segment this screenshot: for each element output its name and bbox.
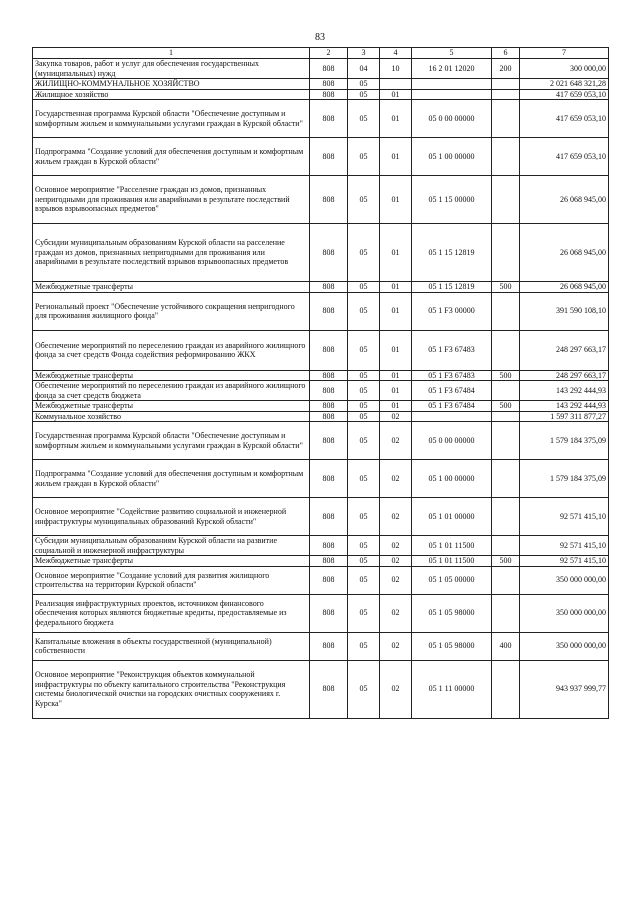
row-name: Основное мероприятие "Содействие развитию социальной и инженерной инфраструктуры муниципальных образований Курской области" [33,498,310,536]
row-section: 05 [348,401,380,412]
row-expense-type: 500 [492,282,520,293]
row-name: Межбюджетные трансферты [33,282,310,293]
row-expense-type [492,594,520,632]
table-row [33,411,609,422]
row-target-article: 05 1 F3 00000 [412,292,492,330]
row-expense-type [492,536,520,556]
column-number-expense-type: 6 [492,48,520,59]
row-subsection: 01 [380,100,412,138]
column-number-name: 1 [33,48,310,59]
row-grbs: 808 [310,138,348,176]
row-amount: 26 068 945,00 [520,224,609,282]
table-row [33,370,609,381]
row-section: 05 [348,498,380,536]
row-subsection: 02 [380,411,412,422]
row-expense-type [492,79,520,90]
table-row [33,282,609,293]
row-subsection: 01 [380,292,412,330]
row-name: Межбюджетные трансферты [33,556,310,567]
row-section: 05 [348,632,380,660]
row-expense-type: 500 [492,556,520,567]
row-expense-type [492,330,520,370]
row-target-article: 05 1 11 00000 [412,660,492,718]
row-target-article [412,89,492,100]
row-name: Подпрограмма "Создание условий для обеспечения доступным и комфортным жильем граждан в Курской области" [33,460,310,498]
row-name: Жилищное хозяйство [33,89,310,100]
row-target-article: 05 1 01 11500 [412,556,492,567]
row-expense-type [492,660,520,718]
row-expense-type [492,176,520,224]
table-row [33,330,609,370]
row-target-article [412,411,492,422]
row-grbs: 808 [310,330,348,370]
row-name: Обеспечение мероприятий по переселению граждан из аварийного жилищного фонда за счет средств Фонда содействия реформированию ЖКХ [33,330,310,370]
row-section: 05 [348,292,380,330]
row-target-article: 05 1 00 00000 [412,138,492,176]
row-expense-type [492,566,520,594]
row-name: Основное мероприятие "Создание условий для развития жилищного строительства на территории Курской области" [33,566,310,594]
page-number: 83 [315,32,325,43]
row-section: 05 [348,176,380,224]
row-subsection: 02 [380,556,412,567]
row-section: 05 [348,536,380,556]
table-row [33,498,609,536]
row-target-article: 05 0 00 00000 [412,100,492,138]
table-row [33,460,609,498]
row-section: 05 [348,100,380,138]
table-row [33,59,609,79]
row-name: Основное мероприятие "Расселение граждан из домов, признанных непригодными для проживания или аварийными в результате последствий взрывов взрывоопасных предметов" [33,176,310,224]
row-section: 05 [348,422,380,460]
row-target-article [412,79,492,90]
row-grbs: 808 [310,422,348,460]
column-number-amount: 7 [520,48,609,59]
row-grbs: 808 [310,370,348,381]
row-target-article: 05 1 00 00000 [412,460,492,498]
row-amount: 143 292 444,93 [520,381,609,401]
table-row [33,292,609,330]
row-expense-type [492,498,520,536]
row-subsection: 01 [380,401,412,412]
row-amount: 248 297 663,17 [520,330,609,370]
row-section: 05 [348,138,380,176]
row-subsection: 01 [380,138,412,176]
row-expense-type [492,460,520,498]
row-section: 05 [348,594,380,632]
row-expense-type: 500 [492,370,520,381]
row-amount: 350 000 000,00 [520,566,609,594]
row-target-article: 05 1 01 00000 [412,498,492,536]
row-grbs: 808 [310,89,348,100]
row-amount: 248 297 663,17 [520,370,609,381]
row-subsection: 01 [380,381,412,401]
row-subsection: 01 [380,330,412,370]
row-subsection: 02 [380,632,412,660]
row-amount: 350 000 000,00 [520,594,609,632]
row-target-article: 05 0 00 00000 [412,422,492,460]
row-expense-type: 200 [492,59,520,79]
budget-table-body [33,48,609,719]
row-section: 05 [348,556,380,567]
row-grbs: 808 [310,411,348,422]
row-amount: 350 000 000,00 [520,632,609,660]
row-amount: 92 571 415,10 [520,536,609,556]
row-subsection: 02 [380,566,412,594]
row-grbs: 808 [310,292,348,330]
row-grbs: 808 [310,566,348,594]
row-target-article: 05 1 01 11500 [412,536,492,556]
table-row [33,176,609,224]
row-amount: 300 000,00 [520,59,609,79]
table-row [33,89,609,100]
table-row [33,422,609,460]
row-section: 05 [348,224,380,282]
row-target-article: 05 1 F3 67484 [412,401,492,412]
row-section: 05 [348,282,380,293]
row-grbs: 808 [310,79,348,90]
table-row [33,660,609,718]
row-subsection: 02 [380,460,412,498]
row-amount: 417 659 053,10 [520,100,609,138]
row-subsection [380,79,412,90]
row-name: Подпрограмма "Создание условий для обеспечения доступным и комфортным жильем граждан в Курской области" [33,138,310,176]
row-subsection: 02 [380,660,412,718]
column-number-grbs: 2 [310,48,348,59]
row-name: ЖИЛИЩНО-КОММУНАЛЬНОЕ ХОЗЯЙСТВО [33,79,310,90]
table-row [33,556,609,567]
row-section: 05 [348,566,380,594]
table-row [33,138,609,176]
row-target-article: 05 1 F3 67484 [412,381,492,401]
row-grbs: 808 [310,632,348,660]
row-name: Субсидии муниципальным образованиям Курской области на расселение граждан из домов, признанных непригодными для проживания или аварийными в результате последствий взрывов взрывоопасных предметов [33,224,310,282]
column-number-section: 3 [348,48,380,59]
row-section: 04 [348,59,380,79]
row-subsection: 02 [380,594,412,632]
table-row [33,79,609,90]
row-amount: 26 068 945,00 [520,176,609,224]
row-amount: 417 659 053,10 [520,89,609,100]
row-target-article: 05 1 05 98000 [412,632,492,660]
row-grbs: 808 [310,401,348,412]
column-number-subsection: 4 [380,48,412,59]
table-row [33,536,609,556]
row-expense-type [492,100,520,138]
column-number-target-article: 5 [412,48,492,59]
row-target-article: 05 1 15 12819 [412,224,492,282]
row-expense-type [492,138,520,176]
row-grbs: 808 [310,381,348,401]
row-target-article: 05 1 05 98000 [412,594,492,632]
table-row [33,566,609,594]
row-expense-type [492,411,520,422]
row-amount: 92 571 415,10 [520,498,609,536]
row-amount: 943 937 999,77 [520,660,609,718]
row-grbs: 808 [310,59,348,79]
row-grbs: 808 [310,556,348,567]
row-grbs: 808 [310,498,348,536]
row-amount: 143 292 444,93 [520,401,609,412]
row-section: 05 [348,660,380,718]
row-subsection: 02 [380,498,412,536]
row-expense-type [492,89,520,100]
row-section: 05 [348,370,380,381]
table-row [33,381,609,401]
row-section: 05 [348,381,380,401]
row-section: 05 [348,330,380,370]
row-grbs: 808 [310,594,348,632]
row-name: Государственная программа Курской области "Обеспечение доступным и комфортным жильем и коммунальными услугами граждан в Курской области" [33,100,310,138]
row-name: Обеспечение мероприятий по переселению граждан из аварийного жилищного фонда за счет средств бюджета [33,381,310,401]
row-target-article: 05 1 15 12819 [412,282,492,293]
row-name: Коммунальное хозяйство [33,411,310,422]
row-grbs: 808 [310,460,348,498]
row-target-article: 05 1 05 00000 [412,566,492,594]
column-number-row [33,48,609,59]
row-amount: 26 068 945,00 [520,282,609,293]
row-subsection: 01 [380,370,412,381]
table-row [33,100,609,138]
row-subsection: 01 [380,282,412,293]
row-expense-type [492,422,520,460]
row-amount: 1 579 184 375,09 [520,422,609,460]
row-name: Капитальные вложения в объекты государственной (муниципальной) собственности [33,632,310,660]
row-grbs: 808 [310,536,348,556]
row-amount: 391 590 108,10 [520,292,609,330]
table-row [33,224,609,282]
row-target-article: 05 1 F3 67483 [412,330,492,370]
row-grbs: 808 [310,176,348,224]
row-expense-type: 400 [492,632,520,660]
row-subsection: 01 [380,224,412,282]
row-target-article: 05 1 F3 67483 [412,370,492,381]
row-target-article: 16 2 01 12020 [412,59,492,79]
row-grbs: 808 [310,224,348,282]
row-subsection: 01 [380,176,412,224]
table-row [33,594,609,632]
row-section: 05 [348,79,380,90]
row-subsection: 10 [380,59,412,79]
row-name: Закупка товаров, работ и услуг для обеспечения государственных (муниципальных) нужд [33,59,310,79]
row-target-article: 05 1 15 00000 [412,176,492,224]
row-amount: 417 659 053,10 [520,138,609,176]
row-expense-type: 500 [492,401,520,412]
row-grbs: 808 [310,100,348,138]
row-name: Основное мероприятие "Реконструкция объектов коммунальной инфраструктуры по объекту капитального строительства "Реконструкция системы биологической очистки на городских очистных сооружениях г. Курска" [33,660,310,718]
row-subsection: 02 [380,422,412,460]
table-row [33,401,609,412]
row-name: Межбюджетные трансферты [33,370,310,381]
budget-table [32,47,609,719]
row-amount: 1 597 311 877,27 [520,411,609,422]
row-amount: 1 579 184 375,09 [520,460,609,498]
row-expense-type [492,381,520,401]
row-name: Региональный проект "Обеспечение устойчивого сокращения непригодного для проживания жилищного фонда" [33,292,310,330]
row-section: 05 [348,460,380,498]
row-section: 05 [348,411,380,422]
row-name: Межбюджетные трансферты [33,401,310,412]
row-section: 05 [348,89,380,100]
row-amount: 92 571 415,10 [520,556,609,567]
row-subsection: 01 [380,89,412,100]
row-name: Реализация инфраструктурных проектов, источником финансового обеспечения которых являются бюджетные кредиты, предоставляемые из федерального бюджета [33,594,310,632]
table-row [33,632,609,660]
row-name: Государственная программа Курской области "Обеспечение доступным и комфортным жильем и коммунальными услугами граждан в Курской области" [33,422,310,460]
row-expense-type [492,292,520,330]
row-name: Субсидии муниципальным образованиям Курской области на развитие социальной и инженерной инфраструктуры [33,536,310,556]
row-expense-type [492,224,520,282]
row-grbs: 808 [310,660,348,718]
row-grbs: 808 [310,282,348,293]
row-amount: 2 021 648 321,28 [520,79,609,90]
row-subsection: 02 [380,536,412,556]
